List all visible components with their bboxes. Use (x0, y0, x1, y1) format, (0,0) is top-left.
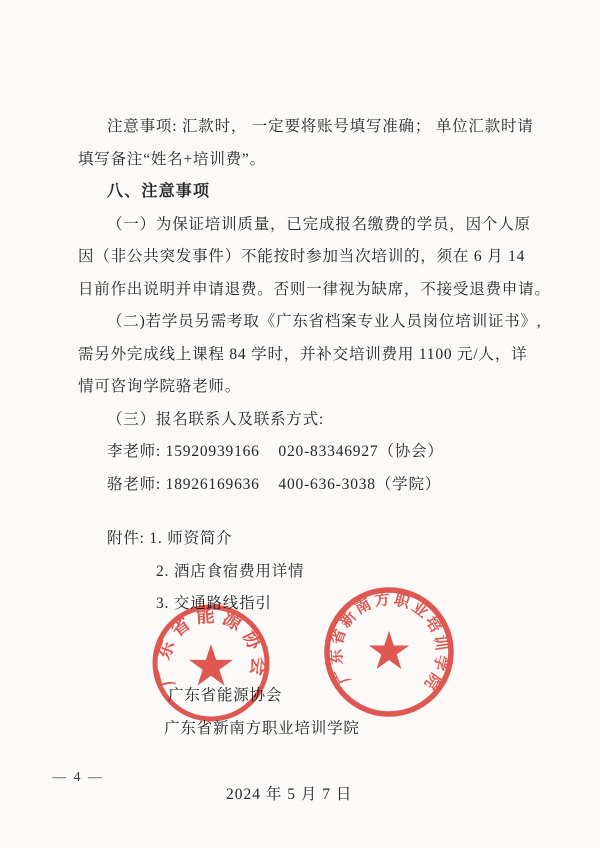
contact-li-teacher: 李老师: 15920939166 020-83346927（协会） (107, 443, 444, 460)
attachment-item-3: 3. 交通路线指引 (156, 595, 272, 612)
seal-ring-text: 广东省能源协会 (153, 606, 269, 689)
item-2-line-2: 需另外完成线上课程 84 学时，并补交培训费用 1100 元/人，详 (78, 345, 528, 363)
signature-date: 2024 年 5 月 7 日 (226, 785, 353, 803)
document-body (78, 111, 551, 811)
page-number: — 4 — (52, 770, 104, 785)
paragraph-remit-line-1: 注意事项: 汇款时， 一定要将账号填写准确； 单位汇款时请 (107, 118, 534, 135)
paragraph-remit-line-2: 填写备注“姓名+培训费”。 (78, 150, 266, 168)
item-2-line-3: 情可咨询学院骆老师。 (78, 378, 242, 395)
attachment-item-1: 附件: 1. 师资简介 (107, 530, 233, 547)
contact-luo-teacher: 骆老师: 18926169636 400-636-3038（学院） (107, 475, 442, 493)
signature-line (78, 646, 528, 778)
attachment-item-2: 2. 酒店食宿费用详情 (156, 562, 305, 580)
org-name-association: 广东省能源协会 (168, 686, 283, 704)
org-name-college: 广东省新南方职业培训学院 (164, 719, 360, 737)
item-2-line-1: （二)若学员另需考取《广东省档案专业人员岗位培训证书》, (107, 313, 542, 330)
item-1-line-1: （一）为保证培训质量，已完成报名缴费的学员，因个人原 (107, 215, 531, 233)
item-3-heading: （三）报名联系人及联系方式: (107, 410, 325, 428)
seal-ring-text: 广东省新南方职业培训学院 (328, 590, 451, 695)
section-heading: 八、注意事项 (107, 183, 211, 200)
item-1-line-2: 因（非公共突发事件）不能按时参加当次培训的，须在 6 月 14 (78, 248, 526, 265)
item-1-line-3: 日前作出说明并申请退费。否则一律视为缺席，不接受退费申请。 (78, 280, 551, 298)
